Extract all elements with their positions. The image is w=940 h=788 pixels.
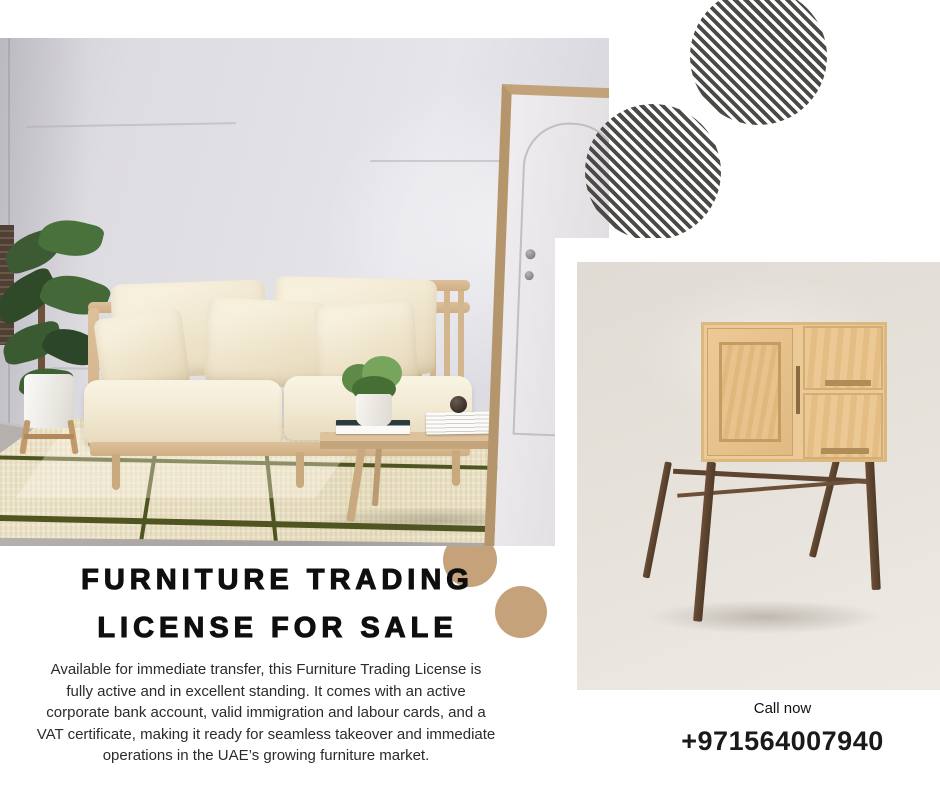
phone-number: +971564007940 xyxy=(681,726,884,756)
cabinet-shadow xyxy=(647,600,882,634)
body-line: fully active and in excellent standing. It comes with an active xyxy=(66,682,466,700)
body-line: operations in the UAE’s growing furniture market. xyxy=(102,747,430,765)
wall-crack xyxy=(370,160,520,162)
cabinet-photo xyxy=(577,262,940,690)
cabinet-leg xyxy=(865,460,881,590)
cabinet-door-handle xyxy=(796,366,800,414)
sofa-leg xyxy=(452,450,460,486)
body-line: corporate bank account, valid immigration and labour cards, and a xyxy=(46,704,486,722)
plant-pot xyxy=(24,374,74,428)
product-card xyxy=(555,238,940,788)
table-plant-pot xyxy=(356,394,392,426)
living-room-photo xyxy=(0,38,609,546)
sofa-leg xyxy=(296,452,304,488)
headline-line-1: FURNITURE TRADING xyxy=(81,564,474,596)
cabinet-side-panel xyxy=(647,316,702,464)
contact-caption xyxy=(625,700,940,757)
decor-sphere xyxy=(450,396,467,413)
cabinet-leg xyxy=(809,459,840,558)
headline xyxy=(0,556,555,652)
sofa-seat-cushion xyxy=(84,380,282,444)
headline-line-2: LICENSE FOR SALE xyxy=(97,612,458,644)
cabinet-leg xyxy=(643,461,672,578)
drawer-handle xyxy=(825,380,871,386)
cabinet-leg xyxy=(693,462,716,622)
body-line: Available for immediate transfer, this Furniture Trading License is xyxy=(50,661,482,678)
drawer-handle xyxy=(821,448,869,454)
striped-circle-top xyxy=(690,0,827,125)
sofa-leg xyxy=(112,454,120,490)
body-text xyxy=(0,659,532,767)
pot-stand-bar xyxy=(24,434,74,439)
striped-circle-bottom xyxy=(585,104,721,240)
body-line: VAT certificate, making it ready for seamless takeover and immediate xyxy=(36,725,496,743)
call-now-label: Call now xyxy=(753,700,812,717)
magazine-stack xyxy=(426,411,494,434)
cabinet-door-panel xyxy=(719,342,781,442)
